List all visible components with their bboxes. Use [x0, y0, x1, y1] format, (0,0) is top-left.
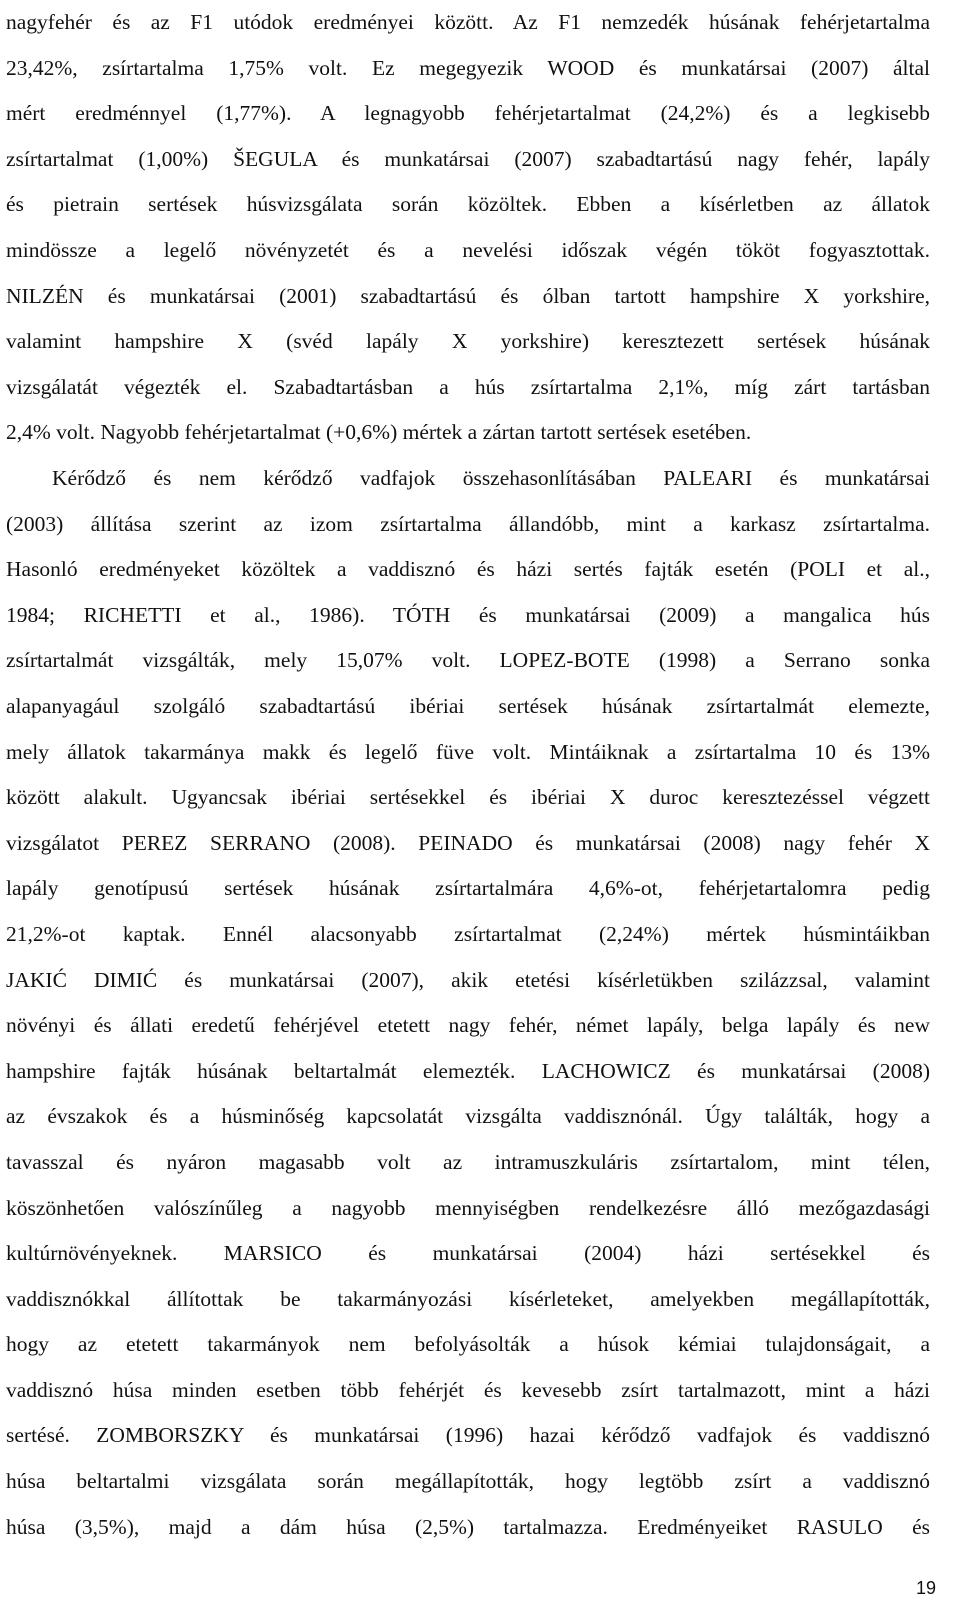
text-line: hogy az etetett takarmányok nem befolyásolták a húsok kémiai tulajdonságait, a [6, 1332, 930, 1357]
text-line: 2,4% volt. Nagyobb fehérjetartalmat (+0,6%) mértek a zártan tartott sertések esetében. [6, 420, 752, 445]
text-line: lapály genotípusú sertések húsának zsírtartalmára 4,6%-ot, fehérjetartalomra pedig [6, 876, 930, 901]
text-line: NILZÉN és munkatársai (2001) szabadtartású és ólban tartott hampshire X yorkshire, [6, 283, 930, 308]
text-line: kultúrnövényeknek. MARSICO és munkatársai (2004) házi sertésekkel és [6, 1241, 930, 1266]
text-line: mely állatok takarmánya makk és legelő füve volt. Mintáiknak a zsírtartalma 10 és 13% [6, 739, 930, 764]
text-line: az évszakok és a húsminőség kapcsolatát vizsgálta vaddisznónál. Úgy találták, hogy a [6, 1104, 930, 1129]
paragraph-2 [6, 456, 930, 1550]
text-line: valamint hampshire X (svéd lapály X yorkshire) keresztezett sertések húsának [6, 329, 930, 354]
text-line: 23,42%, zsírtartalma 1,75% volt. Ez megegyezik WOOD és munkatársai (2007) által [6, 55, 930, 80]
text-line: vizsgálatát végezték el. Szabadtartásban a hús zsírtartalma 2,1%, míg zárt tartásban [6, 374, 930, 399]
text-line: 1984; RICHETTI et al., 1986). TÓTH és munkatársai (2009) a mangalica hús [6, 602, 930, 627]
text-line: 21,2%-ot kaptak. Ennél alacsonyabb zsírtartalmat (2,24%) mértek húsmintáikban [6, 921, 930, 946]
paragraph-1 [6, 0, 930, 456]
text-line: zsírtartalmát vizsgálták, mely 15,07% volt. LOPEZ-BOTE (1998) a Serrano sonka [6, 648, 930, 673]
text-line: mért eredménnyel (1,77%). A legnagyobb fehérjetartalmat (24,2%) és a legkisebb [6, 101, 930, 126]
text-line: nagyfehér és az F1 utódok eredményei között. Az F1 nemzedék húsának fehérjetartalma [6, 10, 930, 34]
text-line: vaddisznó húsa minden esetben több fehérjét és kevesebb zsírt tartalmazott, mint a házi [6, 1377, 930, 1402]
text-line: húsa (3,5%), majd a dám húsa (2,5%) tartalmazza. Eredményeiket RASULO és [6, 1514, 930, 1539]
text-line: köszönhetően valószínűleg a nagyobb mennyiségben rendelkezésre álló mezőgazdasági [6, 1195, 930, 1220]
text-line: JAKIĆ DIMIĆ és munkatársai (2007), akik etetési kísérletükben szilázzsal, valamint [6, 967, 930, 992]
text-line: Hasonló eredményeket közöltek a vaddisznó és házi sertés fajták esetén (POLI et al., [6, 557, 930, 582]
text-line: növényi és állati eredetű fehérjével etetett nagy fehér, német lapály, belga lapály és new [6, 1013, 930, 1038]
text-line: sertésé. ZOMBORSZKY és munkatársai (1996) hazai kérődző vadfajok és vaddisznó [6, 1423, 930, 1448]
text-line: Kérődző és nem kérődző vadfajok összehasonlításában PALEARI és munkatársai [52, 466, 930, 490]
text-line: (2003) állítása szerint az izom zsírtartalma állandóbb, mint a karkasz zsírtartalma. [6, 511, 930, 536]
text-line: tavasszal és nyáron magasabb volt az intramuszkuláris zsírtartalom, mint télen, [6, 1149, 930, 1174]
text-line: hampshire fajták húsának beltartalmát elemezték. LACHOWICZ és munkatársai (2008) [6, 1058, 930, 1083]
text-line: húsa beltartalmi vizsgálata során megállapították, hogy legtöbb zsírt a vaddisznó [6, 1469, 930, 1494]
text-line: és pietrain sertések húsvizsgálata során közöltek. Ebben a kísérletben az állatok [6, 192, 930, 217]
page-number: 19 [915, 1578, 936, 1598]
text-line: mindössze a legelő növényzetét és a nevelési időszak végén tököt fogyasztottak. [6, 237, 930, 262]
text-line: között alakult. Ugyancsak ibériai sertésekkel és ibériai X duroc keresztezéssel végzett [6, 785, 930, 810]
text-line: vaddisznókkal állítottak be takarmányozási kísérleteket, amelyekben megállapították, [6, 1286, 930, 1311]
text-line: vizsgálatot PEREZ SERRANO (2008). PEINADO és munkatársai (2008) nagy fehér X [6, 830, 930, 855]
text-line: alapanyagául szolgáló szabadtartású ibériai sertések húsának zsírtartalmát elemezte, [6, 693, 930, 718]
text-line: zsírtartalmat (1,00%) ŠEGULA és munkatársai (2007) szabadtartású nagy fehér, lapály [6, 146, 930, 171]
